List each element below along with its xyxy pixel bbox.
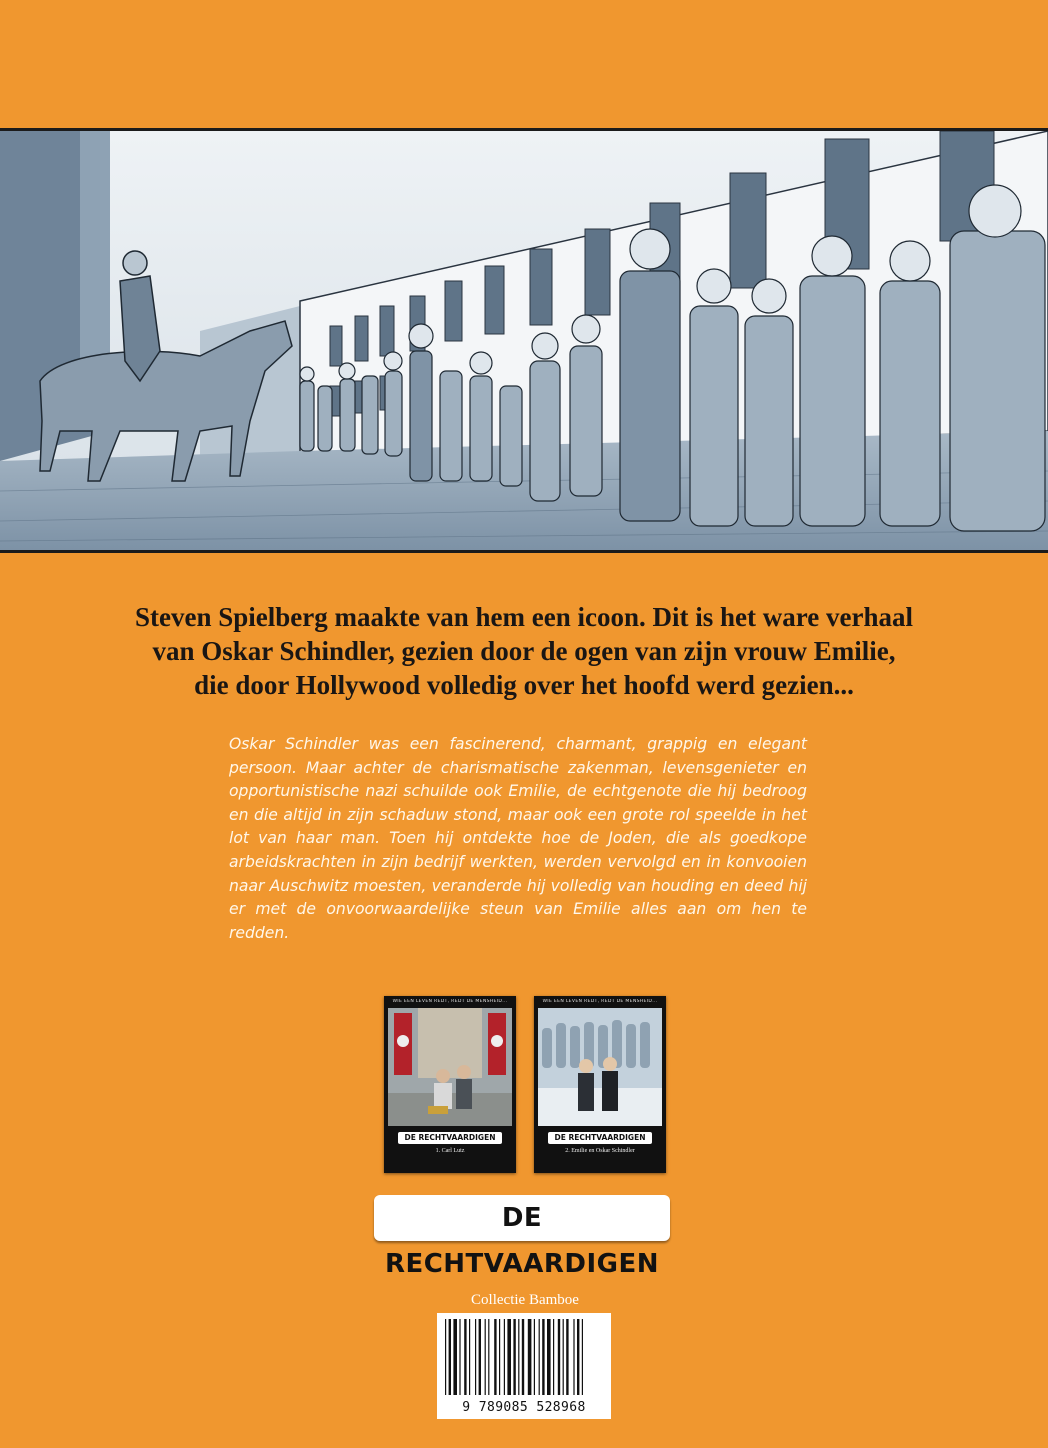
cover-series-title: DE RECHTVAARDIGEN [548, 1132, 652, 1144]
headline [60, 600, 988, 702]
headline-line-3: die door Hollywood volledig over het hoofd werd gezien... [194, 670, 854, 700]
cover-volume-1[interactable] [384, 996, 516, 1173]
cover-tagline: WIE EEN LEVEN REDT, REDT DE MENSHEID... [392, 999, 508, 1004]
barcode-bars [439, 1315, 609, 1399]
collection-label: Collectie Bamboe [471, 1292, 579, 1308]
blurb-paragraph: Oskar Schindler was een fascinerend, charmant, grappig en elegant persoon. Maar achter de charismatische zakenman, levensgenieter en opportunistische nazi schuilde ook Emilie, de echtgenote die hij bedroog en die altijd in zijn schaduw stond, maar ook een grote rol speelde in het lot van haar man. Toen hij ontdekte hoe de Joden, die als goedkope arbeidskrachten in zijn bedrijf werkten, werden vervolgd en in konvooien naar Auschwitz moesten, veranderde hij volledig van houding en deed hij er met de onvoorwaardelijke steun van Emilie alles aan om hen te redden. [229, 735, 807, 942]
isbn-barcode [437, 1313, 611, 1419]
illustration-panel [0, 128, 1048, 553]
cover-tagline: WIE EEN LEVEN REDT, REDT DE MENSHEID... [542, 999, 658, 1004]
street-procession-illustration [0, 131, 1048, 550]
headline-line-2: van Oskar Schindler, gezien door de ogen van zijn vrouw Emilie, [152, 636, 896, 666]
headline-line-1: Steven Spielberg maakte van hem een icoon. Dit is het ware verhaal [135, 602, 913, 632]
cover-art [538, 1008, 662, 1126]
cover-volume-label: 1. Carl Lutz [435, 1148, 465, 1154]
series-logo: DE RECHTVAARDIGEN [374, 1195, 670, 1241]
isbn-digits: 9 789085 528968 [462, 1400, 586, 1415]
cover-volume-2[interactable] [534, 996, 666, 1173]
cover-volume-label: 2. Emilie en Oskar Schindler [565, 1148, 635, 1154]
cover-art [388, 1008, 512, 1126]
series-covers [384, 996, 666, 1173]
cover-series-title: DE RECHTVAARDIGEN [398, 1132, 502, 1144]
